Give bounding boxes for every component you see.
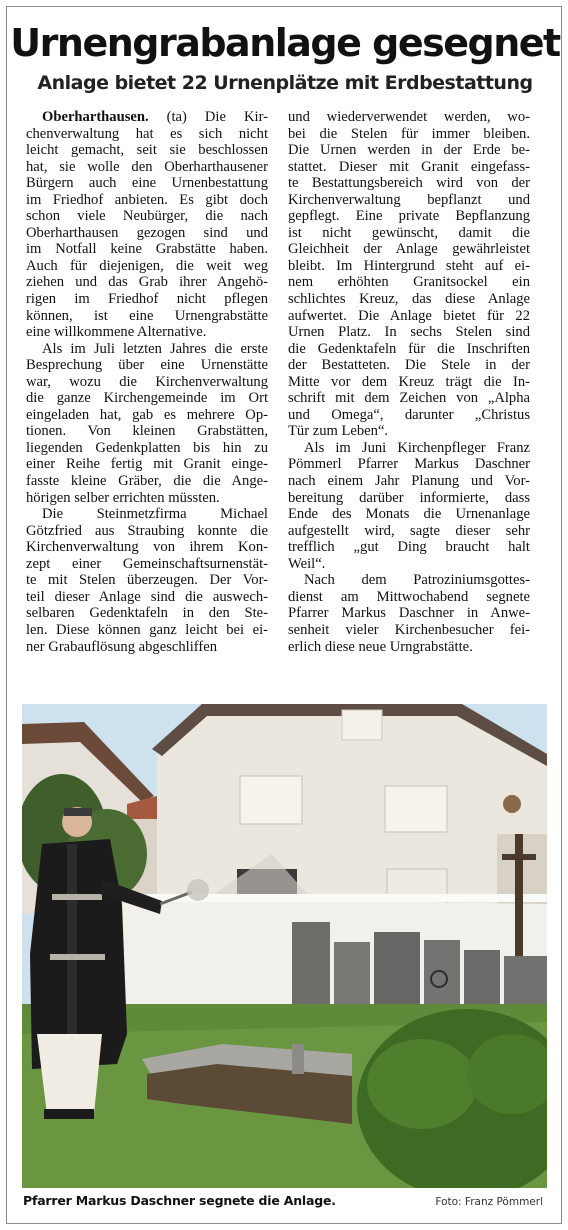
text-line: aufgestellt wird, sagte dieser sehr — [288, 522, 530, 539]
text-line: war, wozu die Kirchenverwaltung — [26, 373, 268, 390]
text-line: Kirchenverwaltung bepflanzt und — [288, 191, 530, 208]
article-photo — [22, 704, 547, 1188]
text-line: Besprechung über eine Urnenstätte — [26, 357, 268, 374]
text-line: im Friedhof anbieten. Es gibt doch — [26, 191, 268, 208]
headline: Urnengrabanlage gesegnet — [10, 21, 560, 65]
text-line: eine willkommene Alternative. — [26, 324, 207, 341]
text-line: liegenden Gedenkplatten bis hin zu — [26, 439, 268, 456]
text-line: können, ist eine Urnengrabstätte — [26, 307, 268, 324]
text-line: Götzfried aus Straubing konnte die — [26, 522, 268, 539]
text-line: bleibt. Im Hintergrund steht auf ei- — [288, 257, 530, 274]
text-line: Ende des Monats die Urnenanlage — [288, 506, 530, 523]
text-line: Urnen Platz. In sechs Stelen sind — [288, 324, 530, 341]
photo-caption: Pfarrer Markus Daschner segnete die Anlage. — [23, 1193, 336, 1208]
article-column-right — [288, 109, 530, 655]
text-line: Mitte vor dem Kreuz trägt die In- — [288, 373, 530, 390]
text-line: Auch für diejenigen, die weit weg — [26, 257, 268, 274]
text-line: nem erhöhten Granitsockel ein — [288, 274, 530, 291]
text-line: tionen. Von kleinen Grabstätten, — [26, 423, 268, 440]
text-line: Tür zum Leben“. — [288, 423, 389, 440]
text-line: len. Diese können ganz leicht bei ei- — [26, 621, 268, 638]
text-line: eingeladen hat, gab es mehrere Op- — [26, 406, 268, 423]
article-column-left — [26, 109, 268, 655]
text-line: trefflich „gut Ding braucht halt — [288, 539, 530, 556]
text-line: erlich diese neue Urngrabstätte. — [288, 638, 473, 655]
text-line: ner Grabauflösung abgeschliffen — [26, 638, 218, 655]
text-line: aufwertet. Die Anlage bietet für 22 — [288, 307, 530, 324]
text-line: teil dieser Anlage sind die auswech- — [26, 588, 268, 605]
text-line: im Notfall keine Grabstätte haben. — [26, 241, 268, 258]
text-line: Gleichheit der Anlage gewährleistet — [288, 241, 530, 258]
text-line: einer Reihe fertig mit Granit einge- — [26, 456, 268, 473]
text-line: Die Steinmetzfirma Michael — [42, 506, 268, 523]
text-line: die Gedenktafeln für die Inschriften — [288, 340, 530, 357]
text-line: Pömmerl Pfarrer Markus Daschner — [288, 456, 530, 473]
text-line: nach einem Jahr Planung und Vor- — [288, 473, 530, 490]
text-line-rest: (ta) Die Kir- — [148, 109, 268, 125]
text-line: hat, sie wolle den Oberharthausener — [26, 158, 268, 175]
text-line: zept einer Gemeinschaftsurnenstät- — [26, 555, 268, 572]
text-line: schlichtes Kreuz, das diese Anlage — [288, 291, 530, 308]
text-line: selbaren Gedenktafeln in den Ste- — [26, 605, 268, 622]
text-line: ziehen und das Grab ihrer Angehö- — [26, 274, 268, 291]
text-line: und Omega“, darunter „Christus — [288, 406, 530, 423]
text-line: rigen im Friedhof nicht pflegen — [26, 291, 268, 308]
text-line: die ganze Kirchengemeinde im Ort — [26, 390, 268, 407]
text-line: te Bestattungsbereich wird von der — [288, 175, 530, 192]
text-line: fasste kleine Gräber, die die Ange- — [26, 473, 268, 490]
text-line: ist nicht gewünscht, damit die — [288, 224, 530, 241]
dateline: Oberharthausen. — [42, 109, 149, 125]
text-line: Oberharthausen gezogen sind und — [26, 224, 268, 241]
text-line: Kirchenverwaltung von ihrem Kon- — [26, 539, 268, 556]
text-line: Als im Juni Kirchenpfleger Franz — [304, 439, 530, 456]
photo-priest-blessing-urn-graves — [22, 704, 547, 1188]
text-line: bereitung darüber informierte, dass — [288, 489, 530, 506]
newspaper-clipping — [6, 6, 562, 1224]
text-line: leicht gemacht, seit sie beschlossen — [26, 142, 268, 159]
text-line — [26, 109, 268, 126]
text-line: und wiederverwendet werden, wo- — [288, 109, 530, 125]
text-line: te mit Stelen überzeugen. Der Vor- — [26, 572, 268, 589]
photo-credit: Foto: Franz Pömmerl — [435, 1196, 543, 1208]
text-line: Weil“. — [288, 555, 326, 572]
text-line: schon viele Neubürger, die nach — [26, 208, 268, 225]
text-line: dienst am Mittwochabend segnete — [288, 588, 530, 605]
text-line: gepflegt. Eine private Bepflanzung — [288, 208, 530, 225]
text-line: Pfarrer Markus Daschner in Anwe- — [288, 605, 530, 622]
text-line: schrift mit dem Zeichen von „Alpha — [288, 390, 530, 407]
text-line: chenverwaltung hat es sich nicht — [26, 125, 268, 142]
text-line: bei die Stelen für immer bleiben. — [288, 125, 530, 142]
text-line: Bürgern auch eine Urnenbestattung — [26, 175, 268, 192]
text-line: Die Urnen werden in der Erde be- — [288, 142, 530, 159]
subheadline: Anlage bietet 22 Urnenplätze mit Erdbestattung — [37, 72, 533, 94]
text-line: stattet. Dieser mit Granit eingefass- — [288, 158, 530, 175]
text-line: Nach dem Patroziniumsgottes- — [304, 572, 530, 589]
text-line: Als im Juli letzten Jahres die erste — [42, 340, 268, 357]
text-line: der Bestatteten. Die Stele in der — [288, 357, 530, 374]
text-line: senheit vieler Kirchenbesucher fei- — [288, 621, 530, 638]
text-line: hörigen selber errichten müssten. — [26, 489, 220, 506]
